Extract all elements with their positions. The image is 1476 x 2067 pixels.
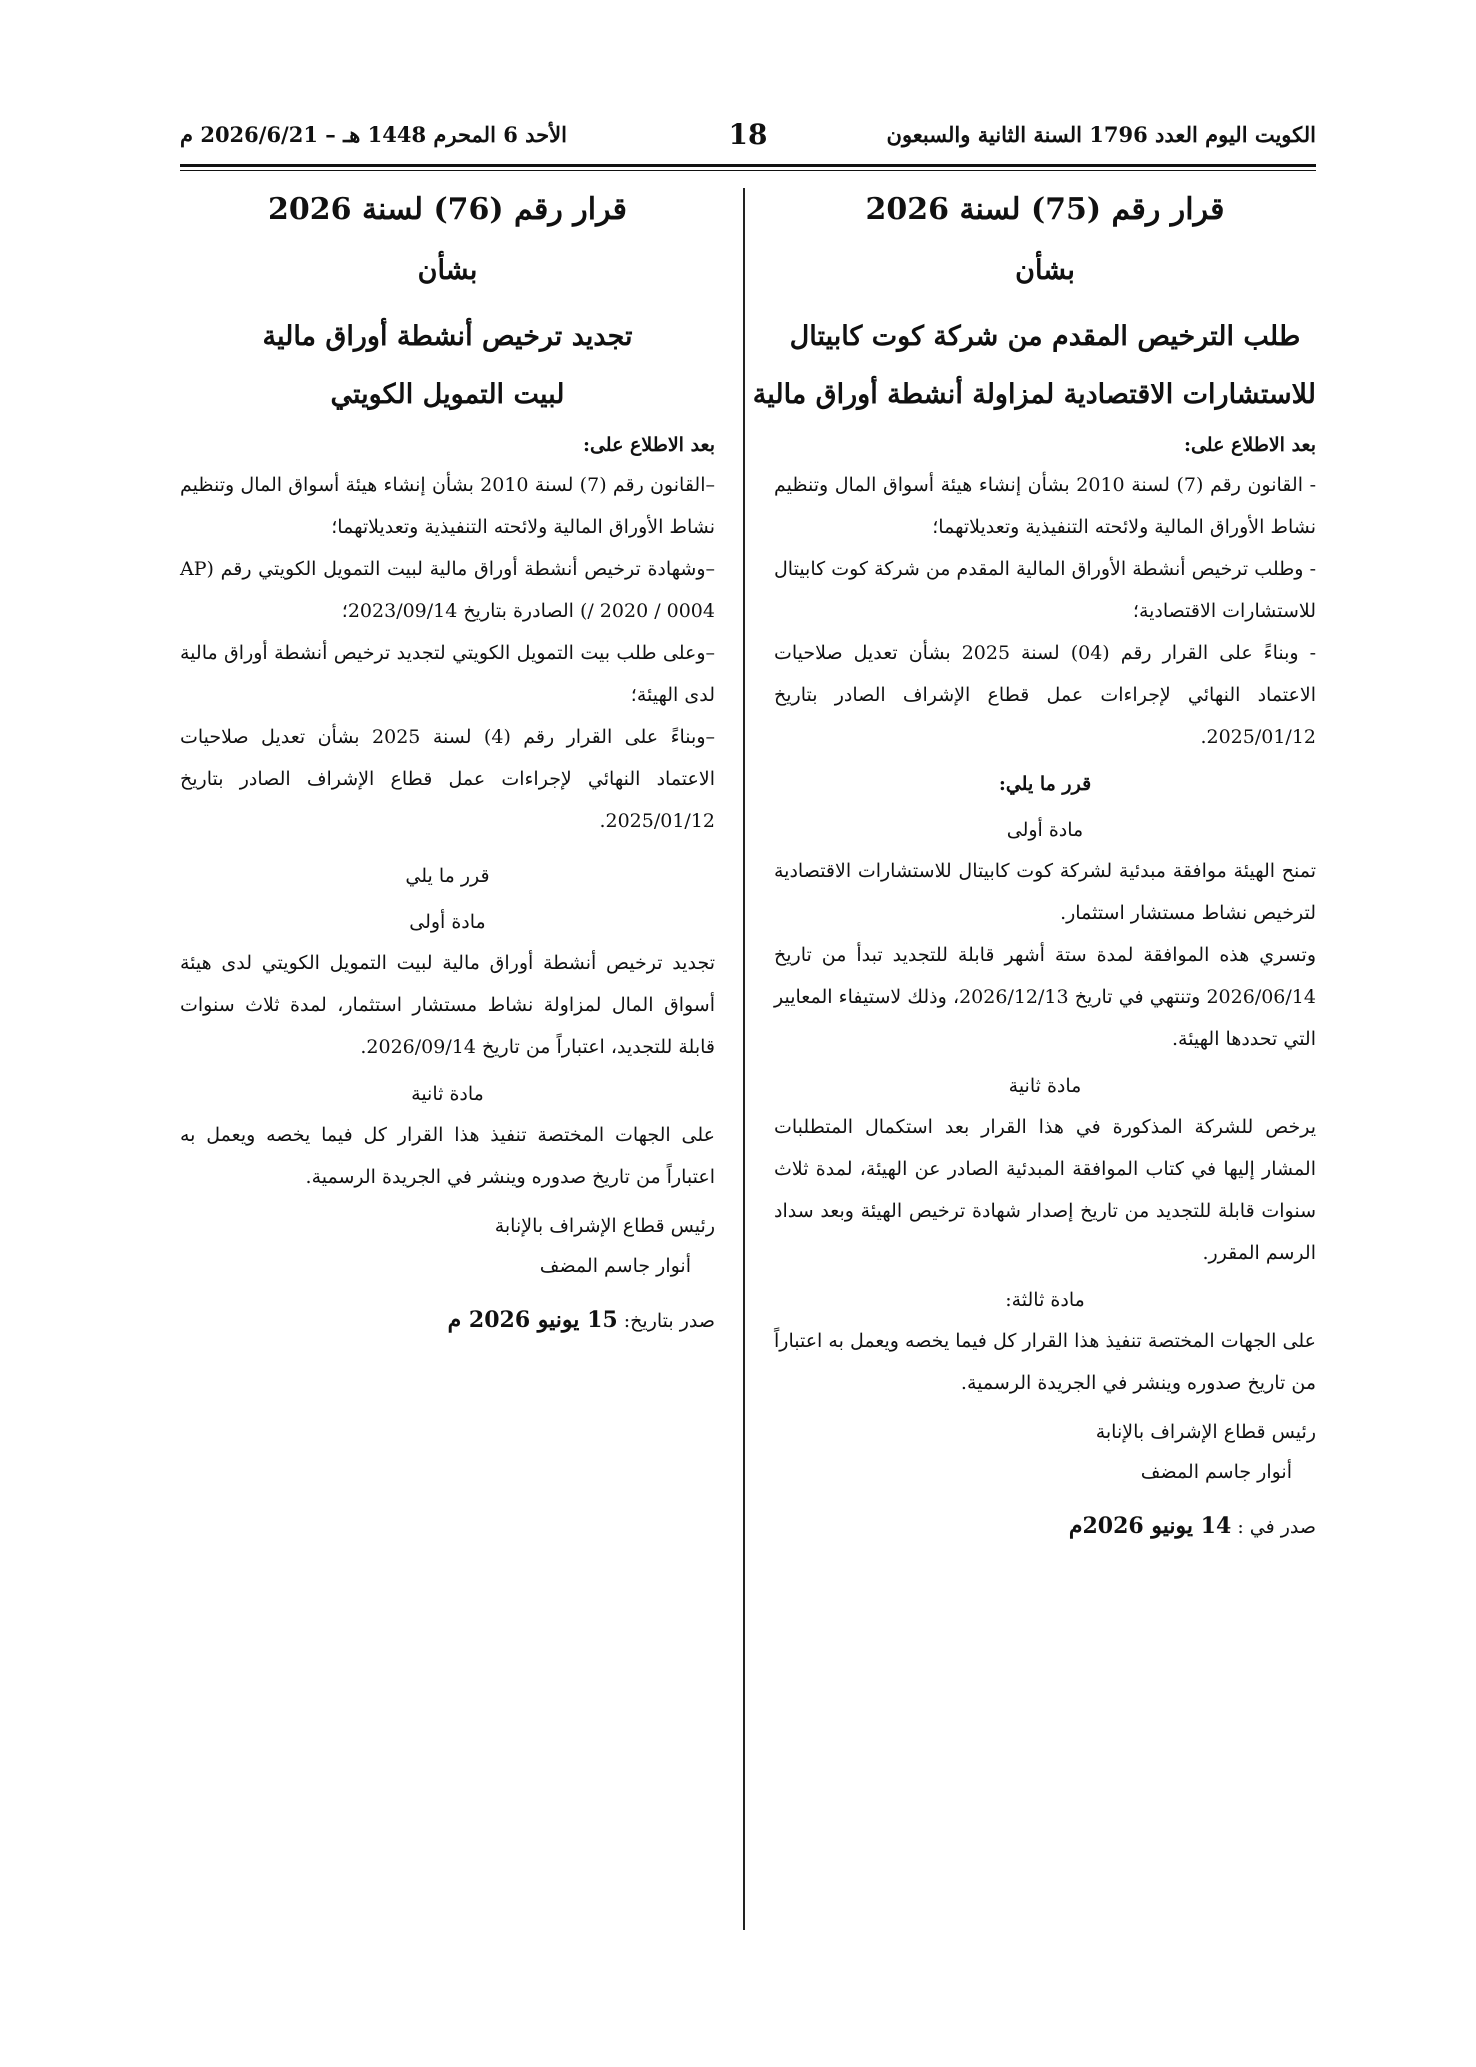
decision-75-article1-validity: وتسري هذه الموافقة لمدة ستة أشهر قابلة للتجديد تبدأ من تاريخ 2026/06/14 وتنتهي في تاريخ 2026/12/13، وذلك لاستيفاء المعايير التي تحددها الهيئة. xyxy=(774,944,1316,1050)
decision-76-article1-heading: مادة أولى xyxy=(409,911,486,933)
decision-75-article2-text: يرخص للشركة المذكورة في هذا القرار بعد استكمال المتطلبات المشار إليها في كتاب الموافقة المبدئية الصادر عن الهيئة، لمدة ثلاث سنوات قابلة للتجديد من تاريخ إصدار شهادة ترخيص الهيئة وبعد سداد الرسم المقرر. xyxy=(774,1116,1316,1264)
decision-75-subject-line1: طلب الترخيص المقدم من شركة كوت كابيتال xyxy=(789,321,1301,352)
decision-75-article3-heading: مادة ثالثة: xyxy=(1005,1289,1085,1311)
decision-76-recital-3: –وعلى طلب بيت التمويل الكويتي لتجديد ترخيص أنشطة أوراق مالية لدى الهيئة؛ xyxy=(180,642,715,706)
decision-76-subject xyxy=(180,308,715,424)
decision-76-issued-label: صدر بتاريخ: xyxy=(623,1310,715,1332)
decision-76-decided: قرر ما يلي xyxy=(405,865,490,887)
decision-76-subject-line1: تجديد ترخيص أنشطة أوراق مالية xyxy=(262,321,633,352)
decision-75-issued-label: صدر في : xyxy=(1237,1516,1316,1538)
decision-76-recital-2: –وشهادة ترخيص أنشطة أوراق مالية لبيت التمويل الكويتي رقم (AP / 2020 / 0004) الصادرة بتاريخ 2023/09/14؛ xyxy=(180,558,715,622)
decision-75-regarding: بشأن xyxy=(1015,255,1075,286)
decision-75-title: قرار رقم (75) لسنة 2026 xyxy=(865,192,1225,227)
decision-75-signatory-title: رئيس قطاع الإشراف بالإنابة xyxy=(1095,1421,1316,1443)
decision-75-column xyxy=(752,190,1316,1547)
page-header xyxy=(180,118,1316,158)
header-rule-thin xyxy=(180,170,1316,171)
header-date: الأحد 6 المحرم 1448 هـ – 2026/6/21 م xyxy=(180,122,567,147)
decision-75-signatory-name: أنوار جاسم المضف xyxy=(1140,1461,1292,1483)
decision-76-regarding: بشأن xyxy=(417,255,478,286)
decision-76-recital-1: –القانون رقم (7) لسنة 2010 بشأن إنشاء هيئة أسواق المال وتنظيم نشاط الأوراق المالية ولائحته التنفيذية وتعديلاتهما؛ xyxy=(180,474,716,538)
decision-75-issued-date: 14 يونيو 2026م xyxy=(1068,1513,1232,1539)
decision-75-decided: قرر ما يلي: xyxy=(998,773,1092,795)
decision-76-signatory-name: أنوار جاسم المضف xyxy=(539,1255,691,1277)
decision-76-issued-date: 15 يونيو 2026 م xyxy=(447,1307,618,1333)
decision-76-article2-heading: مادة ثانية xyxy=(411,1083,484,1105)
decision-76-intro: بعد الاطلاع على: xyxy=(582,434,715,456)
decision-76-issued xyxy=(180,1300,715,1341)
decision-75-subject-line2: للاستشارات الاقتصادية لمزاولة أنشطة أوراق مالية xyxy=(752,379,1316,410)
decision-76-column xyxy=(180,190,715,1341)
page-number: 18 xyxy=(728,118,768,151)
header-issue-info: الكويت اليوم العدد 1796 السنة الثانية والسبعون xyxy=(886,122,1316,147)
decision-75-subject xyxy=(752,308,1316,424)
decision-76-recital-4: –وبناءً على القرار رقم (4) لسنة 2025 بشأن تعديل صلاحيات الاعتماد النهائي لإجراءات عمل قطاع الإشراف الصادر بتاريخ 2025/01/12. xyxy=(180,726,716,832)
decision-75-issued xyxy=(774,1506,1316,1547)
decision-75-recital-1: - القانون رقم (7) لسنة 2010 بشأن إنشاء هيئة أسواق المال وتنظيم نشاط الأوراق المالية ولائحته التنفيذية وتعديلاتهما؛ xyxy=(774,474,1316,538)
decision-75-article1-text: تمنح الهيئة موافقة مبدئية لشركة كوت كابيتال للاستشارات الاقتصادية لترخيص نشاط مستشار استثمار. xyxy=(774,860,1316,924)
header-rule-thick xyxy=(180,164,1316,167)
decision-75-article1-heading: مادة أولى xyxy=(1006,819,1084,841)
decision-76-title: قرار رقم (76) لسنة 2026 xyxy=(268,192,627,227)
decision-76-subject-line2: لبيت التمويل الكويتي xyxy=(330,379,565,410)
decision-75-recital-3: - وبناءً على القرار رقم (04) لسنة 2025 بشأن تعديل صلاحيات الاعتماد النهائي لإجراءات عمل قطاع الإشراف الصادر بتاريخ 2025/01/12. xyxy=(774,642,1316,748)
decision-75-intro: بعد الاطلاع على: xyxy=(1183,434,1316,456)
decision-76-signatory-title: رئيس قطاع الإشراف بالإنابة xyxy=(494,1215,715,1237)
decision-75-article3-text: على الجهات المختصة تنفيذ هذا القرار كل فيما يخصه ويعمل به اعتباراً من تاريخ صدوره وينشر في الجريدة الرسمية. xyxy=(774,1330,1316,1394)
decision-75-recital-2: - وطلب ترخيص أنشطة الأوراق المالية المقدم من شركة كوت كابيتال للاستشارات الاقتصادية؛ xyxy=(774,558,1316,622)
decision-75-article2-heading: مادة ثانية xyxy=(1008,1075,1082,1097)
decision-76-article2-text: على الجهات المختصة تنفيذ هذا القرار كل فيما يخصه ويعمل به اعتباراً من تاريخ صدوره وينشر في الجريدة الرسمية. xyxy=(180,1124,715,1188)
column-divider xyxy=(743,188,745,1930)
decision-76-article1-text: تجديد ترخيص أنشطة أوراق مالية لبيت التمويل الكويتي لدى هيئة أسواق المال لمزاولة نشاط مستشار استثمار، لمدة ثلاث سنوات قابلة للتجديد، اعتباراً من تاريخ 2026/09/14. xyxy=(180,952,715,1058)
